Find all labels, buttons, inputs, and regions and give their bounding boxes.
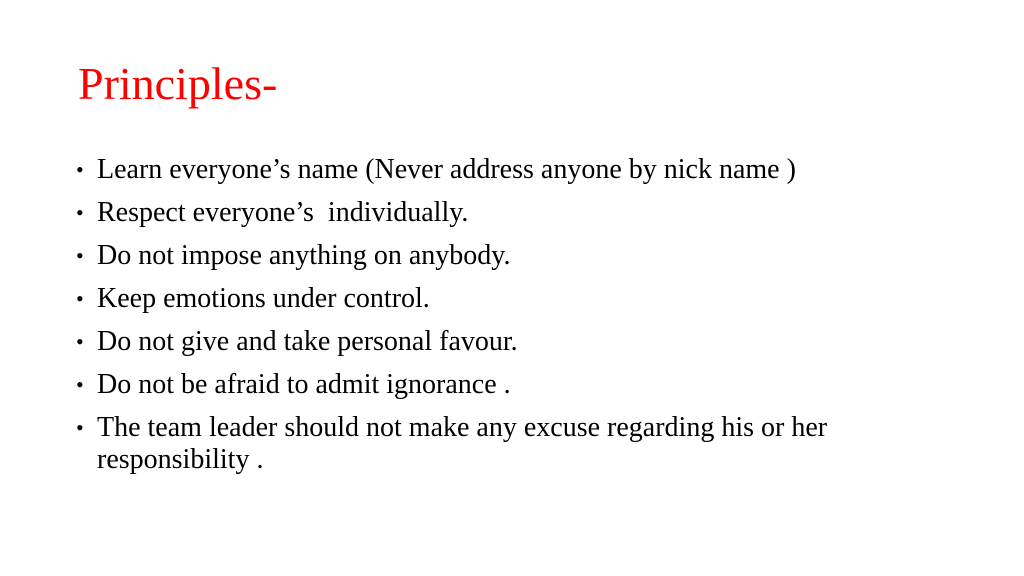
bullet-marker: • [76,286,84,311]
bullet-item [76,154,926,186]
bullet-item [76,197,926,229]
bullet-marker: • [76,157,84,182]
slide-title: Principles- [78,58,278,109]
bullet-text: Do not impose anything on anybody. [97,240,511,271]
bullet-list [76,154,926,487]
bullet-item [76,326,926,358]
bullet-marker: • [76,415,84,440]
bullet-text: Learn everyone’s name (Never address anyone by nick name ) [97,154,796,185]
bullet-text: Do not give and take personal favour. [97,326,518,357]
bullet-item [76,240,926,272]
bullet-marker: • [76,200,84,225]
bullet-marker: • [76,372,84,397]
bullet-item [76,369,926,401]
bullet-text: Do not be afraid to admit ignorance . [97,369,511,400]
bullet-text: The team leader should not make any excuse regarding his or her responsibility . [97,412,828,475]
bullet-marker: • [76,243,84,268]
bullet-text: Respect everyone’s individually. [97,197,469,228]
bullet-item [76,283,926,315]
bullet-marker: • [76,329,84,354]
bullet-text: Keep emotions under control. [97,283,430,314]
bullet-item [76,412,926,476]
